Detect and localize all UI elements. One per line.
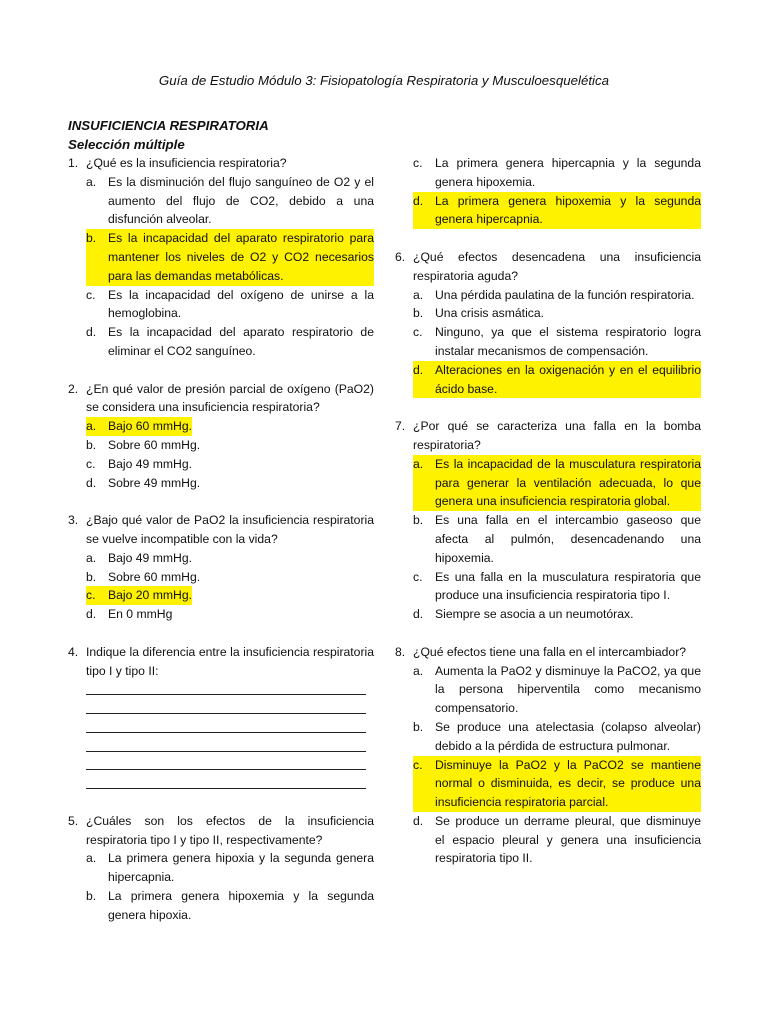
option-b	[413, 718, 701, 756]
question-number: 4.	[68, 644, 79, 659]
question-text: ¿Qué efectos tiene una falla en el intercambiador?	[413, 644, 687, 659]
question-number: 1.	[68, 156, 79, 170]
question-5	[68, 812, 374, 925]
question-number: 8.	[395, 644, 406, 659]
option-text: Bajo 49 mmHg.	[108, 550, 192, 565]
option-letter: a.	[86, 417, 108, 436]
option-text-highlighted: Disminuye la PaO2 y la PaCO2 se mantiene normal o disminuida, es decir, se produce una insuficiencia respiratoria parcial.	[435, 756, 701, 812]
option-letter: c.	[86, 456, 96, 471]
option-letter: b.	[413, 719, 424, 734]
question-7	[395, 417, 701, 624]
option-text: La primera genera hipercapnia y la segunda genera hipoxemia.	[435, 156, 701, 189]
option-c-correct	[413, 756, 701, 812]
option-text: Se produce un derrame pleural, que disminuye el espacio pleural y genera una insuficiencia respiratoria tipo II.	[435, 813, 701, 866]
option-text-highlighted: Alteraciones en la oxigenación y en el equilibrio ácido base.	[435, 361, 701, 399]
question-text: ¿Qué es la insuficiencia respiratoria?	[86, 156, 287, 170]
option-text-highlighted: Es la incapacidad del aparato respiratorio para mantener los niveles de O2 y CO2 necesarios para las demandas metabólicas.	[108, 229, 374, 285]
option-c	[413, 323, 701, 361]
option-d	[86, 323, 374, 361]
option-letter: b.	[86, 229, 108, 285]
option-letter: b.	[86, 889, 97, 904]
option-text: Una pérdida paulatina de la función respiratoria.	[435, 287, 695, 302]
question-text: ¿Bajo qué valor de PaO2 la insuficiencia respiratoria se vuelve incompatible con la vida?	[86, 513, 374, 546]
option-text: Se produce una atelectasia (colapso alveolar) debido a la pérdida de estructura pulmonar.	[435, 719, 701, 753]
option-b-correct	[86, 229, 374, 285]
option-a	[413, 286, 701, 305]
option-text: Bajo 49 mmHg.	[108, 456, 192, 471]
option-a	[86, 549, 374, 568]
option-d-correct	[413, 361, 701, 399]
option-letter: d.	[86, 325, 97, 340]
question-4	[68, 643, 374, 793]
option-text-highlighted: Bajo 60 mmHg.	[108, 417, 192, 436]
option-text: En 0 mmHg	[108, 607, 173, 622]
left-column	[68, 116, 374, 925]
option-text-highlighted: La primera genera hipoxemia y la segunda genera hipercapnia.	[435, 192, 701, 230]
question-number: 3.	[68, 513, 79, 528]
answer-line[interactable]	[86, 699, 374, 718]
question-1	[68, 154, 374, 361]
option-text: Sobre 49 mmHg.	[108, 475, 201, 490]
answer-line[interactable]	[86, 680, 374, 699]
page-title: Guía de Estudio Módulo 3: Fisiopatología Respiratoria y Musculoesquelética	[158, 73, 610, 88]
option-text-highlighted: Bajo 20 mmHg.	[108, 586, 192, 605]
option-c	[86, 455, 374, 474]
option-b	[86, 887, 374, 925]
option-text: Ninguno, ya que el sistema respiratorio logra instalar mecanismos de compensación.	[435, 325, 701, 358]
option-d	[86, 474, 374, 493]
answer-line[interactable]	[86, 737, 374, 756]
option-text: Es la incapacidad del oxígeno de unirse a la hemoglobina.	[108, 287, 374, 321]
option-letter: d.	[413, 192, 435, 230]
option-letter: c.	[86, 586, 108, 605]
question-text: ¿Cuáles son los efectos de la insuficiencia respiratoria tipo I y tipo II, respectivamente?	[86, 813, 374, 847]
option-text: Siempre se asocia a un neumotórax.	[435, 607, 634, 622]
question-number: 7.	[395, 419, 406, 434]
section-title: INSUFICIENCIA RESPIRATORIA	[68, 118, 269, 133]
question-3	[68, 511, 374, 624]
question-number: 2.	[68, 381, 79, 396]
option-text: Es la disminución del flujo sanguíneo de O2 y el aumento del flujo de CO2, debido a una disfunción alveolar.	[108, 174, 374, 227]
option-letter: b.	[86, 437, 97, 452]
option-letter: d.	[86, 607, 97, 622]
option-b	[86, 436, 374, 455]
option-text: Sobre 60 mmHg.	[108, 437, 201, 452]
option-letter: c.	[413, 325, 423, 340]
option-a	[86, 173, 374, 229]
option-text: Es una falla en el intercambio gaseoso que afecta al pulmón, desencadenando una hipoxemia.	[435, 513, 701, 565]
option-text: Es una falla en la musculatura respiratoria que produce una insuficiencia respiratoria tipo I.	[435, 569, 701, 603]
option-text: La primera genera hipoxia y la segunda genera hipercapnia.	[108, 851, 374, 885]
question-text: ¿En qué valor de presión parcial de oxígeno (PaO2) se considera una insuficiencia respiratoria?	[86, 381, 374, 415]
option-b	[86, 568, 374, 587]
option-c	[86, 286, 374, 324]
question-8	[395, 643, 701, 869]
option-letter: a.	[413, 287, 424, 302]
option-c	[413, 154, 701, 192]
option-letter: c.	[86, 287, 96, 302]
option-letter: a.	[86, 550, 97, 565]
option-text-highlighted: Es la incapacidad de la musculatura respiratoria para generar la ventilación adecuada, lo que genera una insuficiencia respiratoria global.	[435, 455, 701, 511]
option-letter: c.	[413, 569, 423, 584]
option-letter: d.	[413, 813, 424, 828]
option-c-correct	[86, 586, 374, 605]
question-text: ¿Qué efectos desencadena una insuficiencia respiratoria aguda?	[413, 249, 701, 283]
option-d-correct	[413, 192, 701, 230]
question-6	[395, 248, 701, 398]
answer-line[interactable]	[86, 774, 374, 793]
option-letter: d.	[413, 607, 424, 622]
answer-line[interactable]	[86, 756, 374, 775]
answer-line[interactable]	[86, 718, 374, 737]
option-a-correct	[413, 455, 701, 511]
option-c	[413, 568, 701, 606]
right-column	[395, 154, 701, 868]
option-letter: b.	[413, 513, 424, 528]
option-text: La primera genera hipoxemia y la segunda genera hipoxia.	[108, 889, 374, 922]
question-number: 6.	[395, 249, 406, 264]
question-text: ¿Por qué se caracteriza una falla en la bomba respiratoria?	[413, 419, 701, 452]
option-d	[413, 605, 701, 624]
option-a-correct	[86, 417, 374, 436]
option-letter: a.	[413, 663, 424, 678]
option-letter: a.	[413, 455, 435, 511]
option-letter: c.	[413, 756, 435, 812]
question-2	[68, 380, 374, 493]
option-b	[413, 304, 701, 323]
option-letter: a.	[86, 851, 97, 866]
option-letter: c.	[413, 156, 423, 170]
question-number: 5.	[68, 813, 79, 828]
option-letter: b.	[413, 306, 424, 321]
option-text: Sobre 60 mmHg.	[108, 569, 201, 584]
option-a	[86, 849, 374, 887]
question-5-continued	[395, 154, 701, 229]
option-letter: a.	[86, 174, 97, 189]
option-d	[413, 812, 701, 868]
option-b	[413, 511, 701, 567]
option-letter: d.	[413, 361, 435, 399]
option-text: Aumenta la PaO2 y disminuye la PaCO2, ya que la persona hiperventila como mecanismo compensatorio.	[435, 663, 701, 716]
option-d	[86, 605, 374, 624]
option-letter: d.	[86, 475, 97, 490]
option-a	[413, 662, 701, 718]
option-text: Es la incapacidad del aparato respiratorio de eliminar el CO2 sanguíneo.	[108, 325, 374, 358]
option-text: Una crisis asmática.	[435, 306, 545, 321]
question-text: Indique la diferencia entre la insuficiencia respiratoria tipo I y tipo II:	[86, 644, 374, 678]
subsection-title: Selección múltiple	[68, 137, 185, 152]
option-letter: b.	[86, 569, 97, 584]
